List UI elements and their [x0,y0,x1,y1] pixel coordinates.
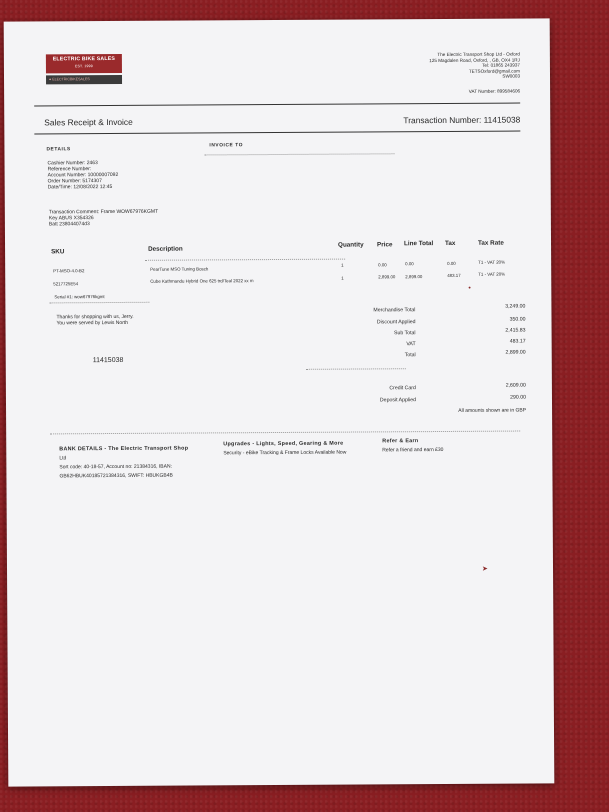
totals-label: Merchandise Total [373,307,416,314]
row-line-total: 2,899.00 [405,274,423,280]
refer-text: Refer a friend and earn £30 [382,446,444,454]
row-price: 2,899.00 [378,274,396,280]
totals-label: Discount Applied [376,319,416,326]
bank-title-cont: Ltd [59,455,67,462]
transaction-comment-line: Batt 238044074d3 [48,221,90,228]
currency-note: All amounts shown are in GBP [458,407,527,414]
row-quantity: 1 [341,262,344,268]
bank-line: GB62HBUK40185721384316, SWIFT: HBUKGB4B [59,472,173,480]
payments-block [336,384,526,409]
dotted-divider [204,153,394,155]
logo-est: EST. 1999 [74,64,93,69]
transaction-comment-line: Key ABUS X354326 [48,215,94,222]
payment-value: 2,609.00 [505,382,526,389]
totals-row [336,351,526,363]
row-line-total: 0.00 [405,261,414,267]
shop-address [429,52,520,81]
logo-name: ELECTRIC BIKE SALES [52,55,116,63]
receipt-paper [4,18,555,786]
details-line: Date/Time: 12/08/2022 12:45 [47,184,113,191]
transaction-number: Transaction Number: 11415038 [403,114,521,126]
details-line: Order Number: 5174307 [47,178,102,185]
details-block [48,160,119,190]
details-label: DETAILS [46,147,71,153]
header-divider [34,131,520,135]
row-sku: PT-MSO-4.0-B2 [53,268,85,274]
serial-divider [49,302,149,304]
col-header-sku: SKU [51,248,65,256]
footer-divider [50,431,520,435]
logo-subline: ● ELECTRICBIKESALES [46,75,122,84]
row-tax: 0.00 [447,260,456,266]
totals-value: 3,249.00 [505,303,526,310]
row-tax-rate: T1 - VAT 20% [478,259,506,265]
totals-value: 350.00 [509,316,526,323]
col-header-description: Description [148,245,183,253]
shop-address-line: 125 Magdalen Road, Oxford, , GB, OX4 1RJ [429,57,520,63]
barcode-number: 11415038 [92,356,124,365]
thanks-line: Thanks for shopping with us, Jerry. [56,313,134,321]
row-description: Cube Kathmandu Hybrid One 625 trd/Teal 2022 xx m [150,278,254,284]
upgrades-title: Upgrades - Lights, Speed, Gearing & More [223,440,344,448]
details-line: Cashier Number: 2463 [47,160,98,167]
totals-block [335,303,526,363]
details-line: Account Number: 10000007092 [47,171,119,179]
payment-value: 290.00 [510,394,526,401]
table-header-divider [145,259,345,261]
row-quantity: 1 [341,275,344,281]
totals-divider [306,368,406,370]
bank-line: Sort code: 40-18-57, Account no: 21384316, IBAN: [59,463,172,471]
row-description: PearTune MSO Tuning Bosch [150,266,209,272]
col-header-line-total: Line Total [404,240,434,248]
refer-section [382,437,482,456]
invoice-to-label: INVOICE TO [209,143,244,149]
top-divider [34,103,520,107]
totals-value: 2,899.00 [505,349,526,356]
upgrades-section [223,439,373,458]
refer-title: Refer & Earn [382,438,419,445]
bank-details [59,444,219,481]
payment-label: Deposit Applied [379,397,417,404]
totals-value: 2,415.83 [505,327,526,334]
totals-label: Total [404,352,416,359]
page-title: Sales Receipt & Invoice [44,116,133,128]
row-price: 0.00 [378,262,387,268]
thanks-block [56,314,133,326]
shop-address-line: Tel: 01865 243937 [482,62,520,68]
row-tax: 483.17 [447,272,461,278]
shop-address-line: SW0003 [502,73,521,80]
serial-number: Serial #1: wow67976kgmt [54,294,105,300]
details-line: Reference Number: [47,166,92,173]
thanks-line: You were served by Lewis North [56,319,129,327]
transaction-comment-line: Transaction Comment: Frame WOW67976KGMT [48,208,159,216]
col-header-price: Price [377,241,393,249]
col-header-tax-rate: Tax Rate [478,239,504,247]
totals-label: VAT [406,341,416,348]
row-tax-rate: T1 - VAT 20% [478,271,506,277]
transaction-comment-block [49,209,158,228]
bank-title: BANK DETAILS - The Electric Transport Shop [59,445,189,453]
ink-mark: ➤ [482,565,488,573]
totals-value: 483.17 [509,338,526,345]
vat-number: VAT Number: 899584606 [468,88,521,94]
col-header-tax: Tax [445,239,456,247]
shop-address-line: The Electric Transport Shop Ltd - Oxford [437,51,520,58]
col-header-quantity: Quantity [338,241,364,249]
row-sku: 5217725E54 [53,281,79,287]
upgrades-text: Security - eBike Tracking & Frame Locks Available Now [223,449,347,457]
shop-logo [46,54,122,84]
payment-label: Credit Card [389,385,416,392]
totals-label: Sub Total [394,330,416,337]
shop-address-line: TETSOxford@gmail.com [468,68,520,74]
ink-mark: • [468,284,471,292]
